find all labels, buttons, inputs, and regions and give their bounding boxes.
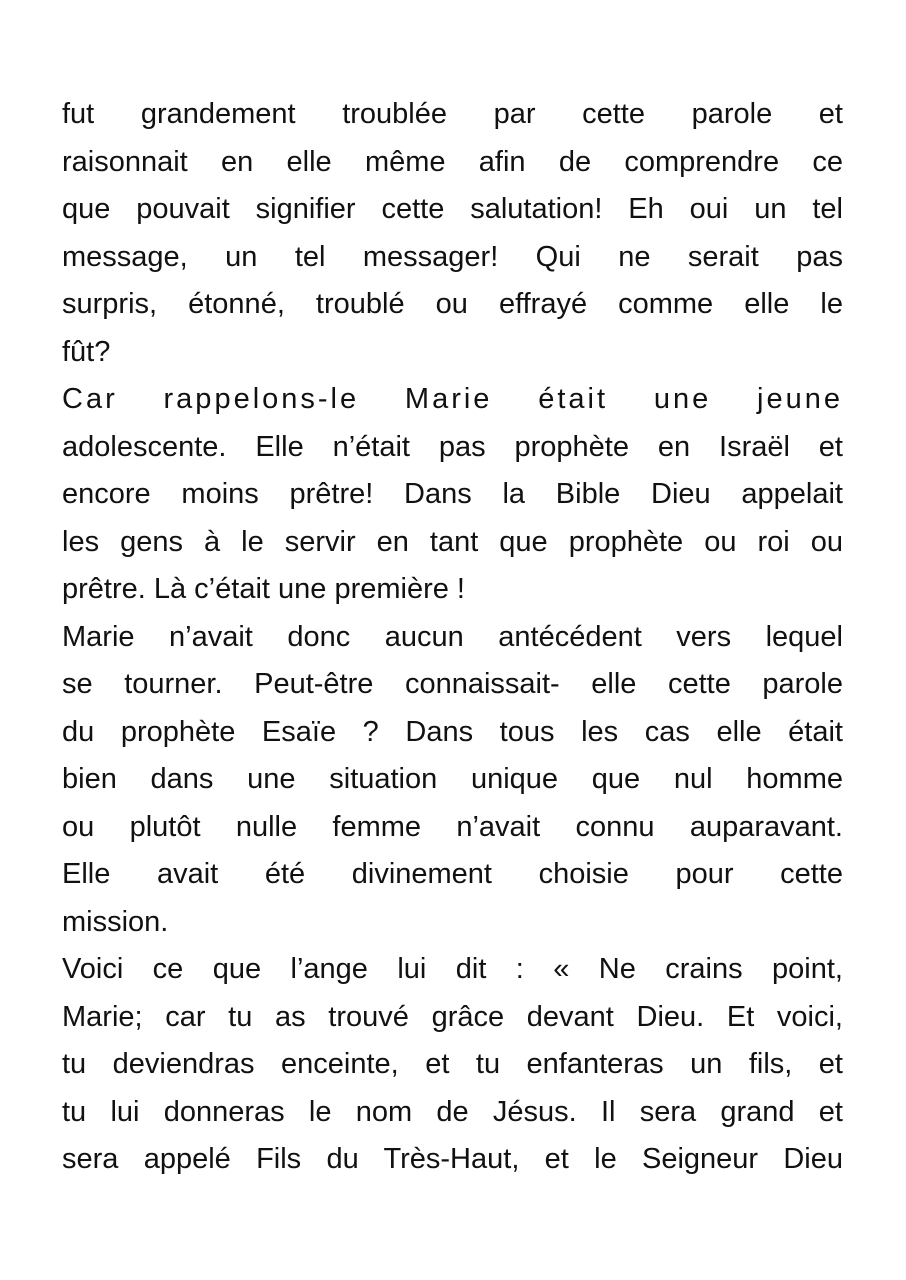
text-line: se tourner. Peut-être connaissait- elle cette parole [62,668,843,700]
text-line: ou plutôt nulle femme n’avait connu auparavant. [62,810,843,843]
text-line: fût? [62,335,111,368]
text-line: Marie; car tu as trouvé grâce devant Dieu. Et voici, [62,1000,843,1033]
text-line: tu lui donneras le nom de Jésus. Il sera grand et [62,1095,843,1128]
text-line: surpris, étonné, troublé ou effrayé comme elle le [62,288,843,320]
text-line: Car rappelons-le Marie était une jeune [62,383,843,415]
paragraph [62,91,843,376]
text-line: adolescente. Elle n’était pas prophète en Israël et [62,430,843,463]
text-line: encore moins prêtre! Dans la Bible Dieu appelait [62,478,843,510]
text-line: bien dans une situation unique que nul homme [62,763,843,795]
text-line: du prophète Esaïe ? Dans tous les cas elle était [62,715,843,748]
text-line: raisonnait en elle même afin de comprendre ce [62,145,843,178]
text-line: Elle avait été divinement choisie pour cette [62,858,843,890]
text-line: sera appelé Fils du Très-Haut, et le Seigneur Dieu [62,1143,843,1175]
text-line: fut grandement troublée par cette parole et [62,98,843,130]
paragraph [62,376,843,614]
text-line: tu deviendras enceinte, et tu enfanteras un fils, et [62,1048,843,1080]
paragraph [62,946,843,1184]
text-line: mission. [62,905,169,938]
text-line: que pouvait signifier cette salutation! Eh oui un tel [62,193,843,225]
paragraph [62,614,843,947]
text-line: Voici ce que l’ange lui dit : « Ne crains point, [62,953,843,985]
text-line: prêtre. Là c’était une première ! [62,573,465,605]
text-line: Marie n’avait donc aucun antécédent vers lequel [62,620,843,653]
text-line: les gens à le servir en tant que prophète ou roi ou [62,525,843,558]
document-page [62,91,843,1184]
text-line: message, un tel messager! Qui ne serait pas [62,240,843,273]
